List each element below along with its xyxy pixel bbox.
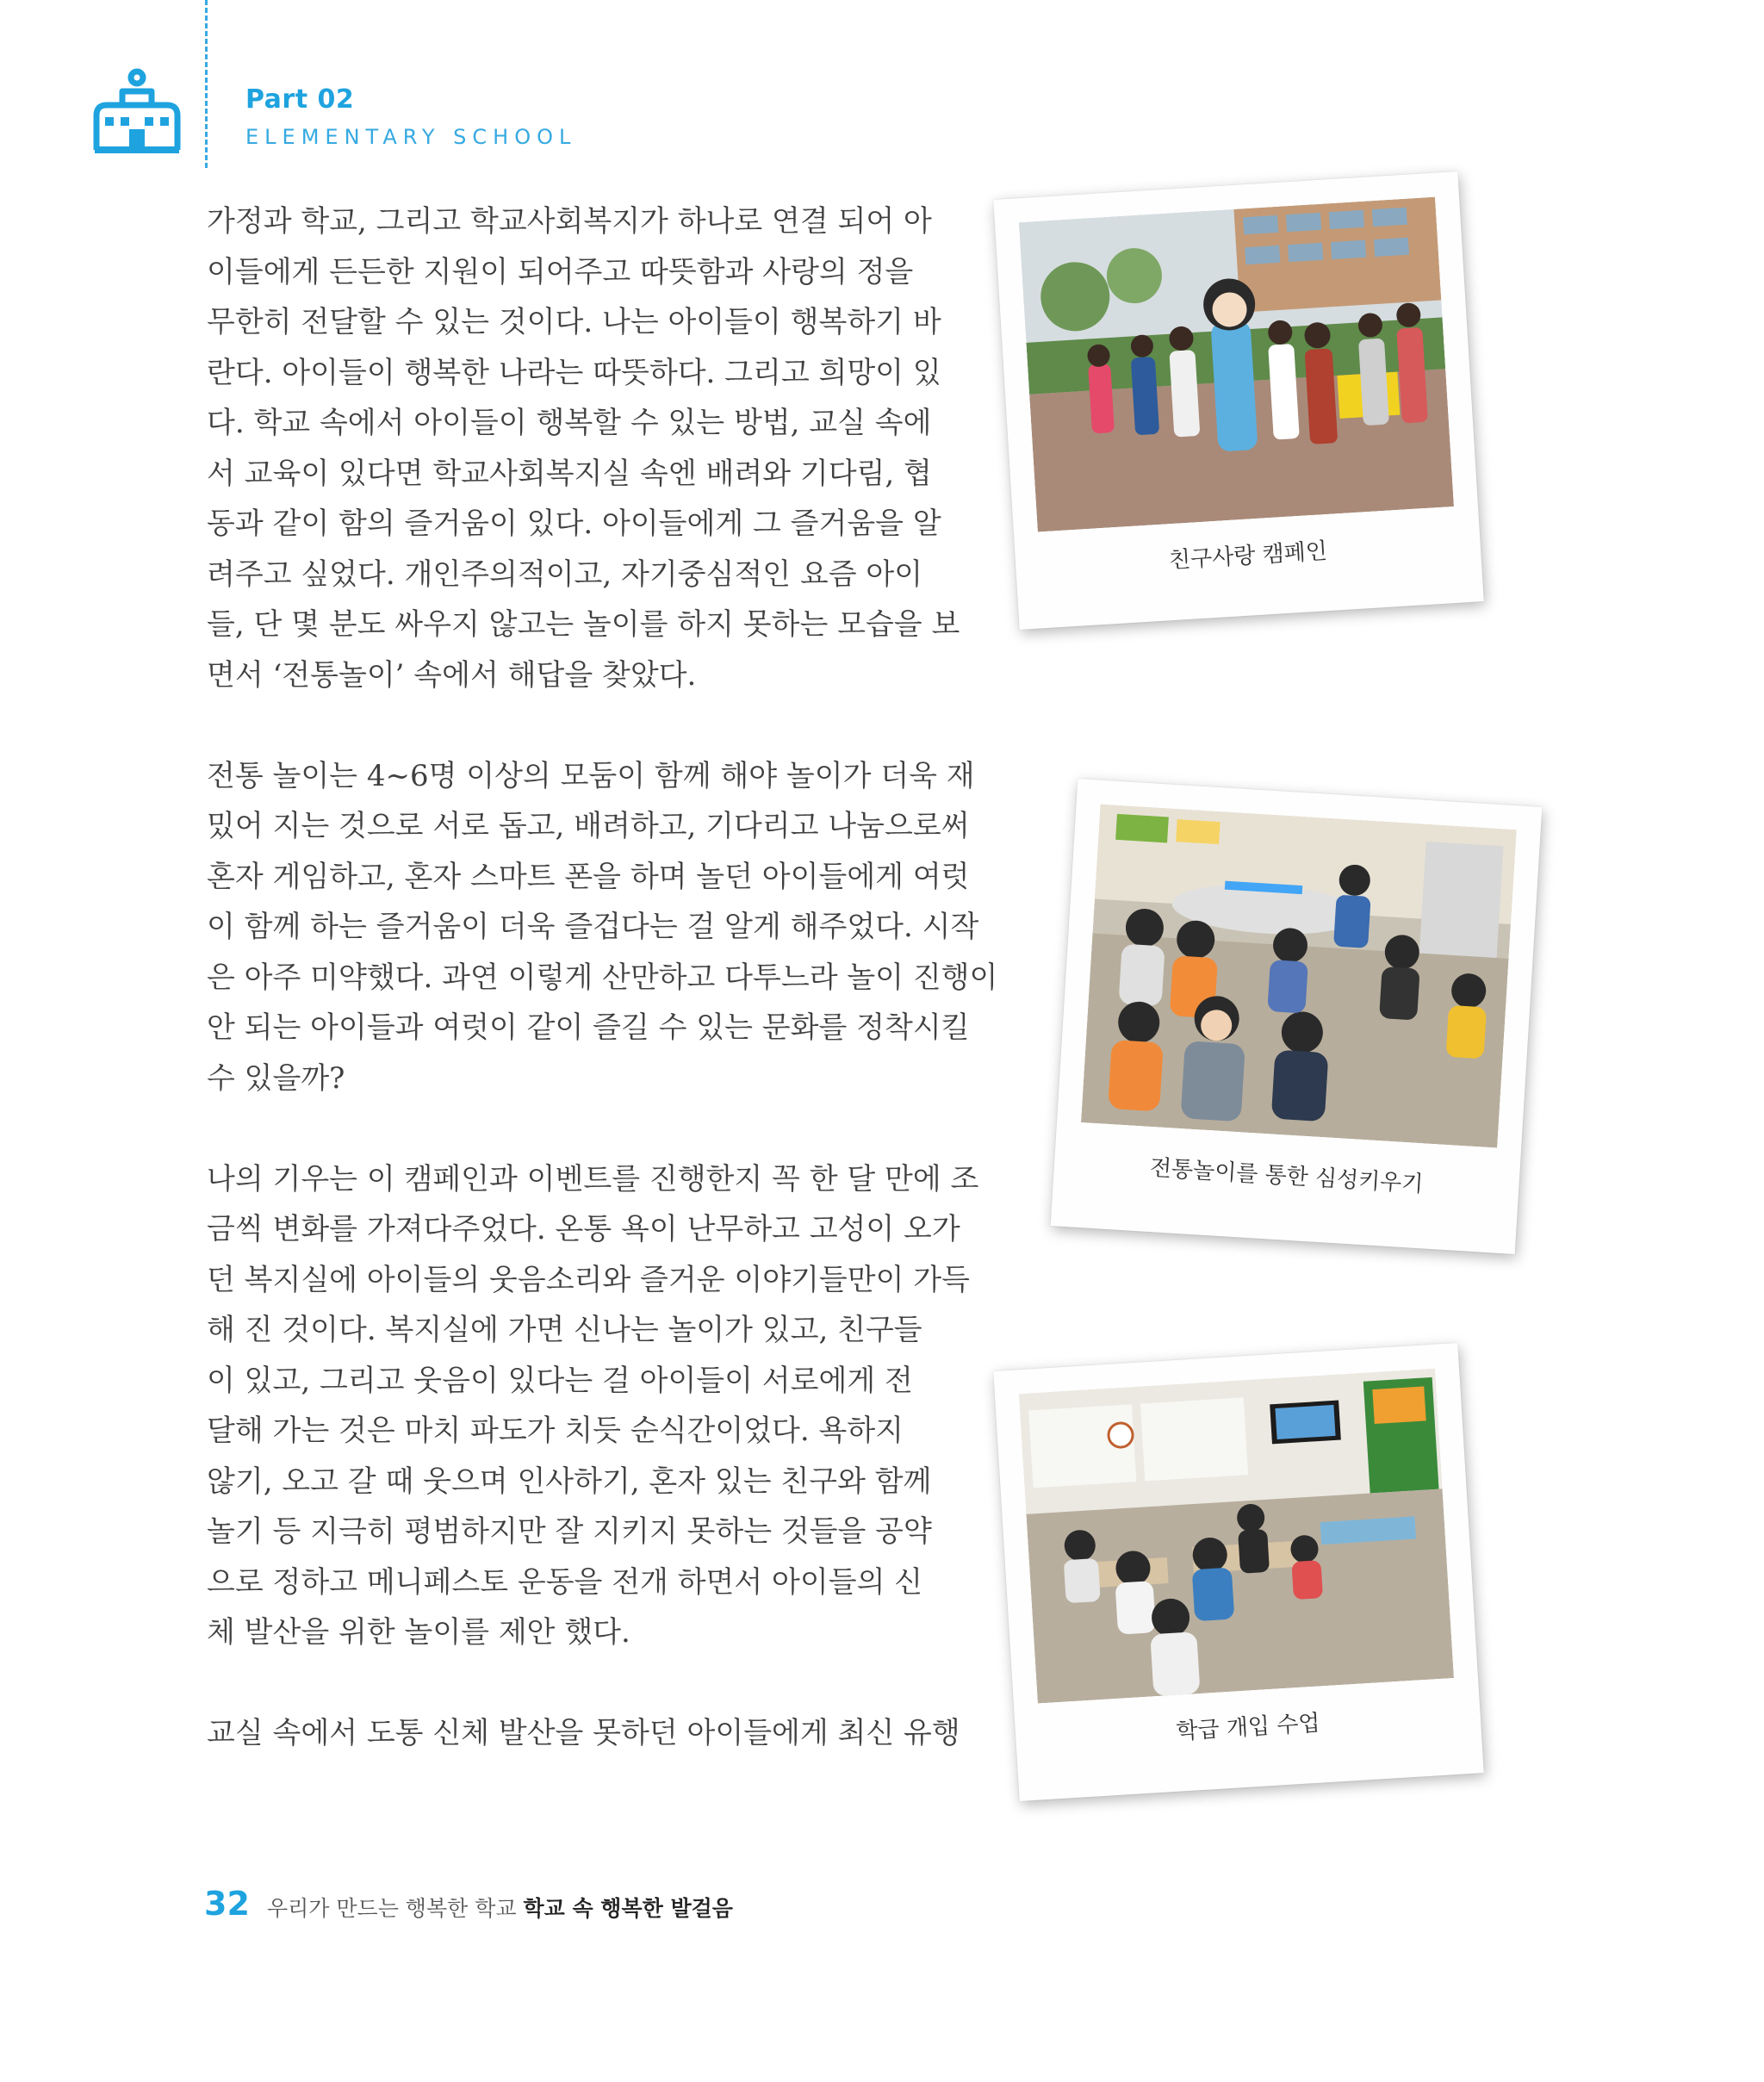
photo-card-class-intervention: [993, 1343, 1484, 1801]
text-line: 으로 정하고 메니페스토 운동을 전개 하면서 아이들의 신: [207, 1564, 923, 1600]
text-line: 않기, 오고 갈 때 웃으며 인사하기, 혼자 있는 친구와 함께: [207, 1464, 932, 1499]
campaign-photo: [1019, 197, 1454, 532]
text-line: 려주고 싶었다. 개인주의적이고, 자기중심적인 요즘 아이: [207, 556, 923, 592]
school-building-icon: [91, 67, 183, 155]
text-line: 무한히 전달할 수 있는 것이다. 나는 아이들이 행복하기 바: [207, 305, 941, 339]
text-line: 나의 기우는 이 캠페인과 이벤트를 진행한지 꼭 한 달 만에 조: [207, 1161, 979, 1196]
footer-book-title: [267, 1892, 733, 1923]
text-line: 안 되는 아이들과 여럿이 같이 즐길 수 있는 문화를 정착시킬: [207, 1010, 970, 1045]
text-line: 면서 ‘전통놀이’ 속에서 해답을 찾았다.: [207, 657, 697, 693]
photo-card-traditional-games: [1051, 779, 1543, 1254]
paragraph-3: [207, 1154, 979, 1658]
text-line: 가정과 학교, 그리고 학교사회복지가 하나로 연결 되어 아: [207, 204, 932, 239]
text-line: 란다. 아이들이 행복한 나라는 따뜻하다. 그리고 희망이 있: [207, 355, 941, 390]
paragraph-4: [207, 1708, 965, 1759]
photo-caption: 친구사랑 캠페인: [1168, 538, 1328, 575]
text-line: 이 함께 하는 즐거움이 더욱 즐겁다는 걸 알게 해주었다. 시작: [207, 910, 979, 944]
text-line: 혼자 게임하고, 혼자 스마트 폰을 하며 놀던 아이들에게 여럿: [207, 859, 970, 894]
text-line: 밌어 지는 것으로 서로 돕고, 배려하고, 기다리고 나눔으로써: [207, 809, 970, 843]
text-line: 이들에게 든든한 지원이 되어주고 따뜻함과 사랑의 정을: [207, 254, 914, 289]
text-line: 해 진 것이다. 복지실에 가면 신나는 놀이가 있고, 친구들: [207, 1313, 922, 1347]
article-body: [207, 196, 998, 1809]
book-subtitle: 학교 속 행복한 발걸음: [523, 1896, 733, 1921]
text-line: 은 아주 미약했다. 과연 이렇게 산만하고 다투느라 놀이 진행이: [207, 960, 998, 995]
text-line: 교실 속에서 도통 신체 발산을 못하던 아이들에게 최신 유행: [207, 1716, 960, 1750]
text-line: 다. 학교 속에서 아이들이 행복할 수 있는 방법, 교실 속에: [207, 406, 932, 440]
text-line: 들, 단 몇 분도 싸우지 않고는 놀이를 하지 못하는 모습을 보: [207, 607, 960, 642]
text-line: 수 있을까?: [207, 1060, 345, 1096]
photo-caption: 학급 개입 수업: [1175, 1710, 1321, 1745]
part-number: Part 02: [245, 84, 355, 115]
text-line: 놀기 등 지극히 평범하지만 잘 지키지 못하는 것들을 공약: [207, 1514, 932, 1549]
text-line: 전통 놀이는 4~6명 이상의 모둠이 함께 해야 놀이가 더욱 재: [207, 758, 975, 793]
classroom-photo: [1019, 1369, 1454, 1704]
text-line: 체 발산을 위한 놀이를 제안 했다.: [207, 1615, 630, 1650]
header-dashed-divider: [205, 0, 208, 168]
photo-card-friend-campaign: [993, 171, 1484, 630]
book-title: 우리가 만드는 행복한 학교: [267, 1896, 517, 1921]
paragraph-2: [207, 751, 998, 1104]
paragraph-1: [207, 196, 965, 700]
page-number: 32: [204, 1885, 250, 1923]
photo-caption: 전통놀이를 통한 심성키우기: [1149, 1154, 1425, 1198]
text-line: 던 복지실에 아이들의 웃음소리와 즐거운 이야기들만이 가득: [207, 1262, 970, 1297]
text-line: 금씩 변화를 가져다주었다. 온통 욕이 난무하고 고성이 오가: [207, 1212, 960, 1246]
text-line: 서 교육이 있다면 학교사회복지실 속엔 배려와 기다림, 협: [207, 456, 932, 491]
text-line: 동과 같이 함의 즐거움이 있다. 아이들에게 그 즐거움을 알: [207, 507, 941, 541]
text-line: 달해 가는 것은 마치 파도가 치듯 순식간이었다. 욕하지: [207, 1414, 904, 1448]
section-name: ELEMENTARY SCHOOL: [245, 125, 577, 149]
text-line: 이 있고, 그리고 웃음이 있다는 걸 아이들이 서로에게 전: [207, 1363, 913, 1398]
games-photo: [1081, 805, 1517, 1148]
